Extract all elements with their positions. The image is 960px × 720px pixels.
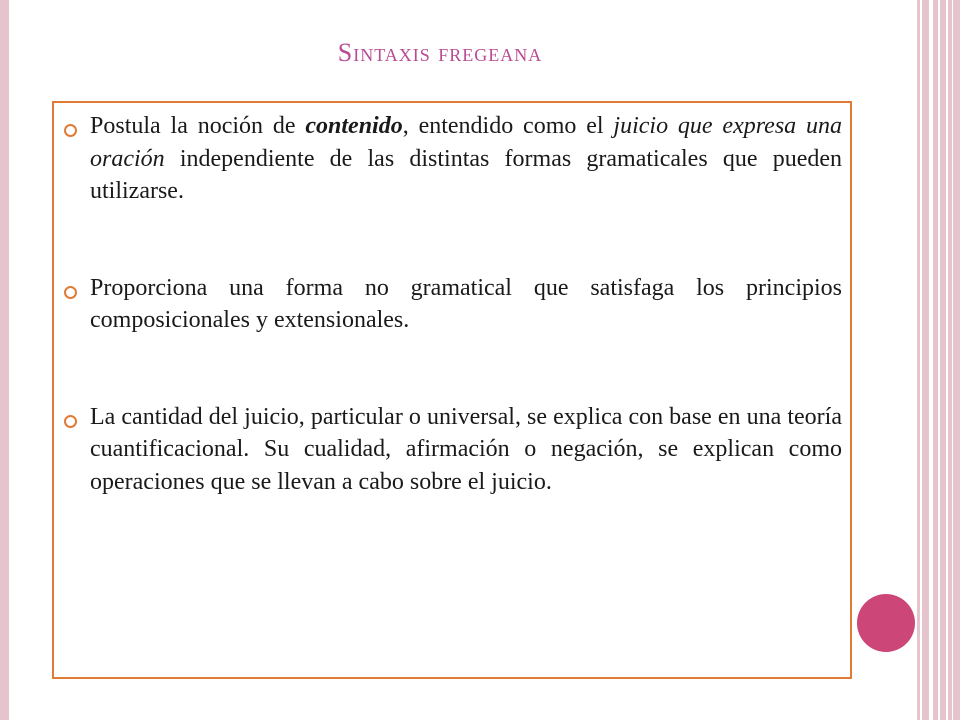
bullet-text [90, 110, 842, 208]
bullet-text: La cantidad del juicio, particular o universal, se explica con base en una teoría cuantificacional. Su cualidad, afirmación o negación, se explican como operaciones que se llevan a cabo sobre el juicio. [90, 403, 842, 495]
bullet-circle-icon [64, 415, 77, 428]
bullet-list [64, 110, 842, 498]
bullet-circle-icon [64, 124, 77, 137]
bullet-text-part: , entendido como el [402, 113, 614, 139]
frame-stripe [938, 0, 940, 720]
bullet-item [64, 401, 842, 499]
bullet-item [64, 110, 842, 208]
bullet-text-emphasis: contenido [305, 113, 403, 139]
frame-stripe [946, 0, 948, 720]
frame-stripe [929, 0, 933, 720]
bullet-text-part: independiente de las distintas formas gramaticales que pueden utilizarse. [90, 145, 842, 204]
bullet-text-part: Postula la noción de [90, 113, 306, 139]
bullet-text: Proporciona una forma no gramatical que satisfaga los principios composicionales y extensionales. [90, 274, 842, 333]
slide-title: Sintaxis fregeana [337, 38, 543, 67]
bullet-item [64, 272, 842, 337]
bullet-text-italic: juicio que expresa una oración [90, 113, 843, 172]
decorative-circle [857, 594, 915, 652]
left-frame-strip [0, 0, 9, 720]
frame-stripe [952, 0, 953, 720]
frame-stripe [920, 0, 922, 720]
bullet-circle-icon [64, 286, 77, 299]
